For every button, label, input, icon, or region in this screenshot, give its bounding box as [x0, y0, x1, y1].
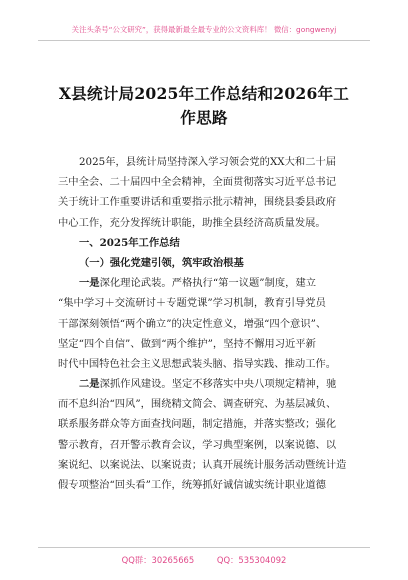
title-line: 作思路	[180, 108, 228, 127]
body-line: 坚定“四个自信”、做到“两个维护”，坚持不懈用习近平新	[58, 337, 316, 350]
body-line: 警示教育，召开警示教育会议，学习典型案例，以案说德、以	[58, 438, 337, 451]
document-body	[58, 152, 358, 495]
footer-contacts	[38, 553, 370, 567]
body-line-text: 深化理论武装。严格执行“第一议题”制度，建立	[99, 277, 317, 290]
section-heading: 一、2025年工作总结	[79, 236, 180, 249]
body-line: “集中学习＋交流研讨＋专题党课”学习机制，教育引导党员	[58, 297, 326, 310]
body-line: 干部深刻领悟“两个确立”的决定性意义，增强“四个意识”、	[58, 317, 327, 330]
footer-qq: QQ：535304092	[216, 555, 287, 565]
body-line: 中心工作，充分发挥统计职能，助推全县经济高质量发展。	[58, 216, 326, 229]
subsection-heading: （一）强化党建引领，筑牢政治根基	[79, 256, 244, 269]
body-line: 联系服务群众等方面查找问题，制定措施，并落实整改；强化	[58, 418, 337, 431]
body-line: 三中全会、二十届四中全会精神，全面贯彻落实习近平总书记	[58, 176, 337, 189]
body-line: 案说纪、以案说法、以案说责；认真开展统计服务活动暨统计造	[58, 458, 347, 471]
paragraph-lead: 一是	[79, 277, 100, 290]
header-divider	[38, 40, 370, 41]
body-line: 而不息纠治“四风”，围绕精文简会、调查研究、为基层减负、	[58, 398, 337, 411]
body-line	[58, 374, 358, 394]
body-line: 2025年，县统计局坚持深入学习领会党的XX大和二十届	[79, 156, 337, 168]
body-line	[58, 273, 358, 293]
document-title	[48, 82, 360, 130]
body-line-text: 深抓作风建设。坚定不移落实中央八项规定精神，驰	[99, 378, 337, 391]
body-line: 假专项整治“回头看”工作，统筹抓好诚信诚实统计职业道德	[58, 479, 326, 491]
footer-divider	[38, 547, 370, 548]
title-line: X县统计局2025年工作总结和2026年工	[58, 84, 350, 103]
paragraph-lead: 二是	[79, 378, 100, 391]
body-line: 关于统计工作重要讲话和重要指示批示精神，围绕县委县政府	[58, 196, 337, 209]
body-line: 时代中国特色社会主义思想武装头脑、指导实践、推动工作。	[58, 357, 337, 370]
header-banner: 关注头条号“公文研究”，获得最新最全最专业的公文资料库！ 微信：gongwenyj	[71, 25, 337, 34]
footer-qq-group: QQ群：30265665	[121, 555, 195, 565]
